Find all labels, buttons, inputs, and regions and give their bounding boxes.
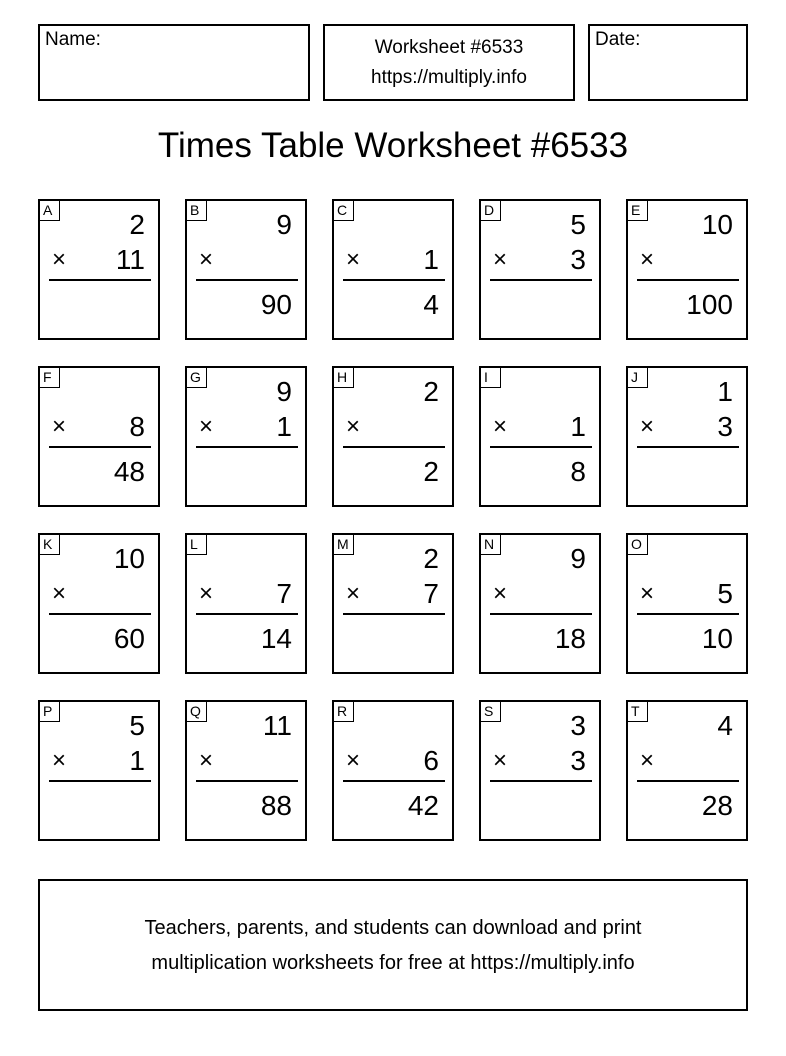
date-label: Date:	[595, 29, 641, 50]
multiplicand: 2	[129, 209, 145, 240]
answer-line	[343, 446, 445, 448]
worksheet-url: https://multiply.info	[371, 67, 527, 88]
times-sign: ×	[346, 580, 361, 607]
answer-line	[49, 613, 151, 615]
problem-card	[626, 700, 748, 841]
problem-letter: L	[186, 534, 207, 555]
problem-card	[626, 366, 748, 507]
product: 10	[701, 623, 733, 654]
multiplier: 1	[129, 745, 145, 776]
footer-line-1: Teachers, parents, and students can download and print	[144, 917, 642, 939]
times-sign: ×	[346, 413, 361, 440]
problem-card	[38, 199, 160, 340]
product: 4	[423, 289, 439, 320]
answer-line	[343, 613, 445, 615]
problem-letter: C	[333, 200, 354, 221]
problem-card	[185, 700, 307, 841]
problem-letter: K	[39, 534, 60, 555]
times-sign: ×	[199, 580, 214, 607]
multiplier: 11	[115, 244, 145, 275]
product: 14	[260, 623, 292, 654]
answer-line	[343, 780, 445, 782]
times-sign: ×	[493, 580, 508, 607]
multiplicand: 3	[570, 710, 586, 741]
answer-line	[637, 279, 739, 281]
problem-card	[185, 199, 307, 340]
problem-card	[479, 700, 601, 841]
problem-card	[479, 199, 601, 340]
footer-box	[38, 879, 748, 1011]
times-sign: ×	[199, 246, 214, 273]
product: 42	[407, 790, 439, 821]
problem-letter: E	[627, 200, 648, 221]
problem-card	[185, 366, 307, 507]
times-sign: ×	[52, 246, 67, 273]
problem-letter: Q	[186, 701, 207, 722]
name-box	[38, 24, 310, 101]
problem-letter: O	[627, 534, 648, 555]
multiplier: 1	[276, 411, 292, 442]
multiplicand: 2	[423, 376, 439, 407]
product: 18	[554, 623, 586, 654]
times-sign: ×	[493, 747, 508, 774]
problem-card	[332, 366, 454, 507]
times-sign: ×	[640, 413, 655, 440]
answer-line	[490, 613, 592, 615]
answer-line	[196, 780, 298, 782]
product: 48	[113, 456, 145, 487]
multiplier: 6	[423, 745, 439, 776]
multiplier: 7	[276, 578, 292, 609]
times-sign: ×	[52, 580, 67, 607]
problem-card	[332, 199, 454, 340]
times-sign: ×	[640, 246, 655, 273]
problem-letter: B	[186, 200, 207, 221]
answer-line	[637, 446, 739, 448]
problem-letter: A	[39, 200, 60, 221]
multiplier: 8	[129, 411, 145, 442]
multiplier: 3	[570, 745, 586, 776]
multiplicand: 11	[262, 710, 292, 741]
problem-letter: P	[39, 701, 60, 722]
problem-letter: R	[333, 701, 354, 722]
times-sign: ×	[493, 413, 508, 440]
problem-letter: D	[480, 200, 501, 221]
answer-line	[196, 446, 298, 448]
multiplier: 1	[570, 411, 586, 442]
multiplicand: 9	[570, 543, 586, 574]
answer-line	[49, 780, 151, 782]
times-sign: ×	[52, 413, 67, 440]
worksheet-number: Worksheet #6533	[374, 37, 524, 58]
page-title: Times Table Worksheet #6533	[157, 126, 629, 165]
problem-letter: T	[627, 701, 648, 722]
answer-line	[637, 613, 739, 615]
times-sign: ×	[493, 246, 508, 273]
problem-letter: I	[480, 367, 501, 388]
times-sign: ×	[346, 747, 361, 774]
problem-letter: N	[480, 534, 501, 555]
answer-line	[49, 279, 151, 281]
problem-letter: F	[39, 367, 60, 388]
answer-line	[490, 780, 592, 782]
multiplier: 5	[717, 578, 733, 609]
multiplicand: 10	[113, 543, 145, 574]
multiplicand: 9	[276, 376, 292, 407]
product: 60	[113, 623, 145, 654]
problem-card	[479, 533, 601, 674]
product: 100	[686, 289, 733, 320]
multiplicand: 2	[423, 543, 439, 574]
answer-line	[343, 279, 445, 281]
multiplicand: 5	[129, 710, 145, 741]
problem-card	[185, 533, 307, 674]
multiplicand: 4	[717, 710, 733, 741]
times-sign: ×	[199, 413, 214, 440]
problem-card	[332, 700, 454, 841]
answer-line	[490, 279, 592, 281]
product: 2	[423, 456, 439, 487]
product: 88	[260, 790, 292, 821]
times-sign: ×	[52, 747, 67, 774]
multiplier: 3	[570, 244, 586, 275]
answer-line	[637, 780, 739, 782]
product: 90	[260, 289, 292, 320]
name-label: Name:	[45, 29, 101, 50]
problem-letter: S	[480, 701, 501, 722]
problem-card	[38, 533, 160, 674]
problem-card	[479, 366, 601, 507]
times-sign: ×	[199, 747, 214, 774]
answer-line	[196, 613, 298, 615]
multiplicand: 5	[570, 209, 586, 240]
multiplier: 7	[423, 578, 439, 609]
answer-line	[49, 446, 151, 448]
times-sign: ×	[346, 246, 361, 273]
problem-card	[626, 199, 748, 340]
problem-card	[38, 700, 160, 841]
problem-letter: M	[333, 534, 354, 555]
multiplicand: 10	[701, 209, 733, 240]
footer-line-2: multiplication worksheets for free at https://multiply.info	[151, 952, 635, 974]
times-sign: ×	[640, 747, 655, 774]
multiplicand: 1	[717, 376, 733, 407]
times-sign: ×	[640, 580, 655, 607]
multiplier: 3	[717, 411, 733, 442]
worksheet-info-box	[323, 24, 575, 101]
answer-line	[490, 446, 592, 448]
answer-line	[196, 279, 298, 281]
problem-letter: J	[627, 367, 648, 388]
product: 28	[701, 790, 733, 821]
problem-card	[626, 533, 748, 674]
problem-letter: G	[186, 367, 207, 388]
problem-card	[332, 533, 454, 674]
date-box	[588, 24, 748, 101]
multiplier: 1	[423, 244, 439, 275]
problem-card	[38, 366, 160, 507]
problem-letter: H	[333, 367, 354, 388]
product: 8	[570, 456, 586, 487]
multiplicand: 9	[276, 209, 292, 240]
